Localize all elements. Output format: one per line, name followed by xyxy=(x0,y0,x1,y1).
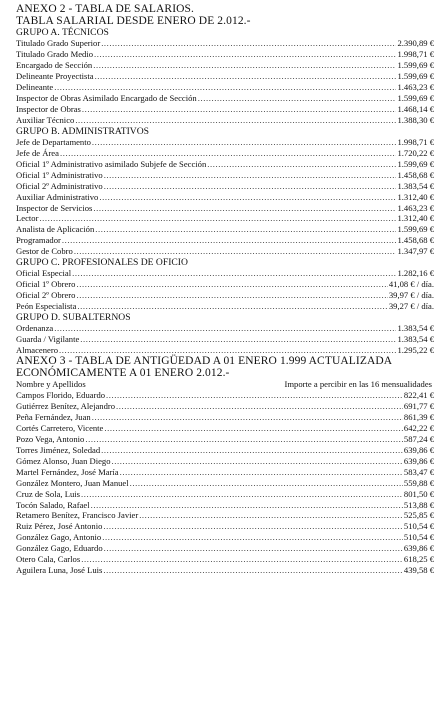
row-amount: 1.312,40 € xyxy=(397,213,434,224)
row-amount: 642,22 € xyxy=(403,422,434,433)
row-amount: 639,86 € xyxy=(403,455,434,466)
table-row xyxy=(16,423,434,434)
dot-leader xyxy=(62,235,397,246)
table-row xyxy=(16,213,434,224)
table-row xyxy=(16,93,434,104)
row-amount: 1.312,40 € xyxy=(397,191,434,202)
dot-leader xyxy=(102,532,403,543)
dot-leader xyxy=(93,60,396,71)
dot-leader xyxy=(81,489,403,500)
row-label: Titulado Grado Superior xyxy=(16,38,101,49)
dot-leader xyxy=(76,279,387,290)
row-label: Pozo Vega, Antonio xyxy=(16,433,85,444)
dot-leader xyxy=(103,565,403,576)
dot-leader xyxy=(72,268,396,279)
dot-leader xyxy=(120,467,403,478)
row-amount: 1.388,30 € xyxy=(397,114,434,125)
dot-leader xyxy=(82,104,397,115)
dot-leader xyxy=(80,334,396,345)
dot-leader xyxy=(77,301,387,312)
row-amount: 1.599,69 € xyxy=(397,224,434,235)
anexo2-title: ANEXO 2 - TABLA DE SALARIOS. xyxy=(16,3,195,15)
row-amount: 1.282,16 € xyxy=(397,268,434,279)
row-label: Delineante xyxy=(16,81,54,92)
dot-leader xyxy=(54,323,396,334)
row-label: Inspector de Obras xyxy=(16,103,81,114)
table-row xyxy=(16,554,434,565)
row-amount: 1.599,69 € xyxy=(397,71,434,82)
dot-leader xyxy=(54,82,396,93)
table-row xyxy=(16,279,434,290)
table-row xyxy=(16,148,434,159)
table-row xyxy=(16,434,434,445)
dot-leader xyxy=(207,159,396,170)
row-label: Retamero Benítez, Francisco Javier xyxy=(16,510,139,521)
group-heading: GRUPO B. ADMINISTRATIVOS xyxy=(16,125,149,137)
row-amount: 583,47 € xyxy=(403,466,434,477)
dot-leader xyxy=(95,224,396,235)
dot-leader xyxy=(101,445,403,456)
row-label: Gómez Alonso, Juan Diego xyxy=(16,455,111,466)
row-label: Guarda / Vigilante xyxy=(16,334,80,345)
table-row xyxy=(16,49,434,60)
row-label: Peña Fernández, Juan xyxy=(16,412,91,422)
dot-leader xyxy=(92,412,403,423)
table-row xyxy=(16,532,434,543)
dot-leader xyxy=(91,500,403,511)
dot-leader xyxy=(139,510,403,521)
row-label: Gutiérrez Benítez, Alejandro xyxy=(16,401,116,412)
table-row xyxy=(16,521,434,532)
group-heading: GRUPO D. SUBALTERNOS xyxy=(16,312,131,324)
table-row xyxy=(16,445,434,456)
row-label: Peón Especialista xyxy=(16,301,77,312)
row-amount: 559,88 € xyxy=(403,477,434,488)
row-label: Analista de Aplicación xyxy=(16,224,95,235)
table-row xyxy=(16,334,434,345)
document-page xyxy=(16,0,434,576)
table-row xyxy=(16,290,434,301)
table-row xyxy=(16,456,434,467)
row-label: Encargado de Sección xyxy=(16,60,93,71)
group-heading: GRUPO A. TÉCNICOS xyxy=(16,27,109,38)
table-row xyxy=(16,390,434,401)
anexo2-subtitle: TABLA SALARIAL DESDE ENERO DE 2.012.- xyxy=(16,14,251,27)
row-amount: 41,08 € / día. xyxy=(388,279,434,290)
dot-leader xyxy=(103,521,403,532)
row-amount: 1.347,97 € xyxy=(397,246,434,257)
table-row xyxy=(16,181,434,192)
table-row xyxy=(16,268,434,279)
row-amount: 861,39 € xyxy=(403,412,434,422)
row-amount: 691,77 € xyxy=(403,401,434,412)
row-label: Gestor de Cobro xyxy=(16,246,73,257)
row-amount: 439,58 € xyxy=(403,565,434,576)
row-amount: 1.599,69 € xyxy=(397,60,434,71)
table-row xyxy=(16,192,434,203)
row-amount: 639,86 € xyxy=(403,444,434,455)
anexo3-title-line1: ANEXO 3 - TABLA DE ANTIGÜEDAD A 01 ENERO 1.999 ACTUALIZADA xyxy=(16,355,393,368)
table-row xyxy=(16,60,434,71)
row-label: Inspector de Servicios xyxy=(16,202,93,213)
row-label: Martel Fernández, José María xyxy=(16,466,119,477)
dot-leader xyxy=(104,170,397,181)
table-row xyxy=(16,412,434,423)
row-amount: 39,97 € / día. xyxy=(388,290,434,301)
row-label: Jefe de Departamento xyxy=(16,136,91,147)
table-row xyxy=(16,137,434,148)
row-label: Inspector de Obras Asimilado Encargado de Sección xyxy=(16,92,197,103)
row-amount: 525,85 € xyxy=(403,510,434,521)
row-amount: 618,25 € xyxy=(403,554,434,565)
dot-leader xyxy=(104,423,403,434)
dot-leader xyxy=(106,390,403,401)
table-row xyxy=(16,500,434,511)
row-label: Oficial 2º Obrero xyxy=(16,290,76,301)
table-row xyxy=(16,38,434,49)
table-row xyxy=(16,235,434,246)
row-amount: 2.390,89 € xyxy=(397,38,434,49)
anexo3-title-line2: ECONÓMICAMENTE A 01 ENERO 2.012.- xyxy=(16,366,230,379)
row-label: Oficial 2º Administrativo xyxy=(16,180,103,191)
column-header-name: Nombre y Apellidos xyxy=(16,379,86,390)
row-label: González Gago, Antonio xyxy=(16,532,102,543)
row-amount: 822,41 € xyxy=(403,390,434,401)
row-amount: 587,24 € xyxy=(403,433,434,444)
table-row xyxy=(16,301,434,312)
dot-leader xyxy=(81,554,403,565)
row-amount: 510,54 € xyxy=(403,532,434,543)
dot-leader xyxy=(130,478,403,489)
dot-leader xyxy=(104,181,397,192)
dot-leader xyxy=(104,543,403,554)
row-amount: 510,54 € xyxy=(403,521,434,532)
table-row xyxy=(16,489,434,500)
row-label: Almacenero xyxy=(16,345,58,356)
table-row xyxy=(16,565,434,576)
row-label: Campos Florido, Eduardo xyxy=(16,390,106,401)
dot-leader xyxy=(198,93,397,104)
row-amount: 1.599,69 € xyxy=(397,158,434,169)
column-header-amount: Importe a percibir en las 16 mensualidades xyxy=(284,379,432,390)
row-amount: 1.463,23 € xyxy=(397,202,434,213)
row-label: Oficial Especial xyxy=(16,268,72,279)
row-label: Lector xyxy=(16,213,39,224)
row-label: Programador xyxy=(16,235,61,246)
table-row xyxy=(16,478,434,489)
row-label: Cruz de Sola, Luis xyxy=(16,488,80,499)
row-label: Oficial 1º Obrero xyxy=(16,279,76,290)
row-label: Aguilera Luna, José Luis xyxy=(16,565,103,576)
row-amount: 1.998,71 € xyxy=(397,136,434,147)
row-amount: 1.383,54 € xyxy=(397,180,434,191)
dot-leader xyxy=(93,203,396,214)
table-row xyxy=(16,543,434,554)
row-amount: 1.468,14 € xyxy=(397,103,434,114)
dot-leader xyxy=(60,148,397,159)
seniority-table xyxy=(16,390,434,576)
row-label: Auxiliar Técnico xyxy=(16,114,75,125)
dot-leader xyxy=(116,401,403,412)
row-label: Delineante Proyectista xyxy=(16,71,94,82)
dot-leader xyxy=(74,246,397,257)
row-label: Auxiliar Administrativo xyxy=(16,191,99,202)
table-row xyxy=(16,115,434,126)
row-amount: 1.599,69 € xyxy=(397,92,434,103)
dot-leader xyxy=(75,115,396,126)
row-label: Otero Cala, Carlos xyxy=(16,554,81,565)
row-amount: 1.998,71 € xyxy=(397,49,434,60)
table-row xyxy=(16,159,434,170)
dot-leader xyxy=(99,192,396,203)
dot-leader xyxy=(112,456,403,467)
row-label: Tocón Salado, Rafael xyxy=(16,499,90,510)
row-label: Oficial 1º Administrativo asimilado Subjefe de Sección xyxy=(16,158,207,169)
row-amount: 1.383,54 € xyxy=(397,323,434,334)
row-label: Torres Jiménez, Soledad xyxy=(16,444,101,455)
dot-leader xyxy=(94,49,396,60)
table-row xyxy=(16,203,434,214)
table-row xyxy=(16,170,434,181)
table-row xyxy=(16,467,434,478)
dot-leader xyxy=(76,290,387,301)
table-row xyxy=(16,71,434,82)
table-row xyxy=(16,246,434,257)
row-amount: 639,86 € xyxy=(403,543,434,554)
row-amount: 801,50 € xyxy=(403,488,434,499)
row-label: Oficial 1º Administrativo xyxy=(16,169,103,180)
table-row xyxy=(16,510,434,521)
salary-table xyxy=(16,27,434,356)
row-label: Ordenanza xyxy=(16,323,54,334)
row-amount: 1.720,22 € xyxy=(397,147,434,158)
row-label: González Gago, Eduardo xyxy=(16,543,103,554)
row-amount: 513,88 € xyxy=(403,499,434,510)
row-amount: 1.458,68 € xyxy=(397,169,434,180)
table-row xyxy=(16,401,434,412)
row-amount: 1.458,68 € xyxy=(397,235,434,246)
dot-leader xyxy=(95,71,397,82)
group-heading: GRUPO C. PROFESIONALES DE OFICIO xyxy=(16,257,188,269)
row-label: Ruiz Pérez, José Antonio xyxy=(16,521,103,532)
row-label: Titulado Grado Medio xyxy=(16,49,94,60)
row-amount: 39,27 € / día. xyxy=(388,301,434,312)
table-row xyxy=(16,323,434,334)
row-amount: 1.463,23 € xyxy=(397,81,434,92)
row-amount: 1.295,22 € xyxy=(397,345,434,356)
dot-leader xyxy=(101,38,396,49)
row-label: González Montero, Juan Manuel xyxy=(16,477,129,488)
dot-leader xyxy=(92,137,397,148)
row-label: Cortés Carretero, Vicente xyxy=(16,422,104,433)
dot-leader xyxy=(85,434,403,445)
table-row xyxy=(16,82,434,93)
table-row xyxy=(16,224,434,235)
table-row xyxy=(16,104,434,115)
row-label: Jefe de Área xyxy=(16,147,59,158)
seniority-table-header xyxy=(16,379,434,390)
dot-leader xyxy=(39,213,396,224)
row-amount: 1.383,54 € xyxy=(397,334,434,345)
